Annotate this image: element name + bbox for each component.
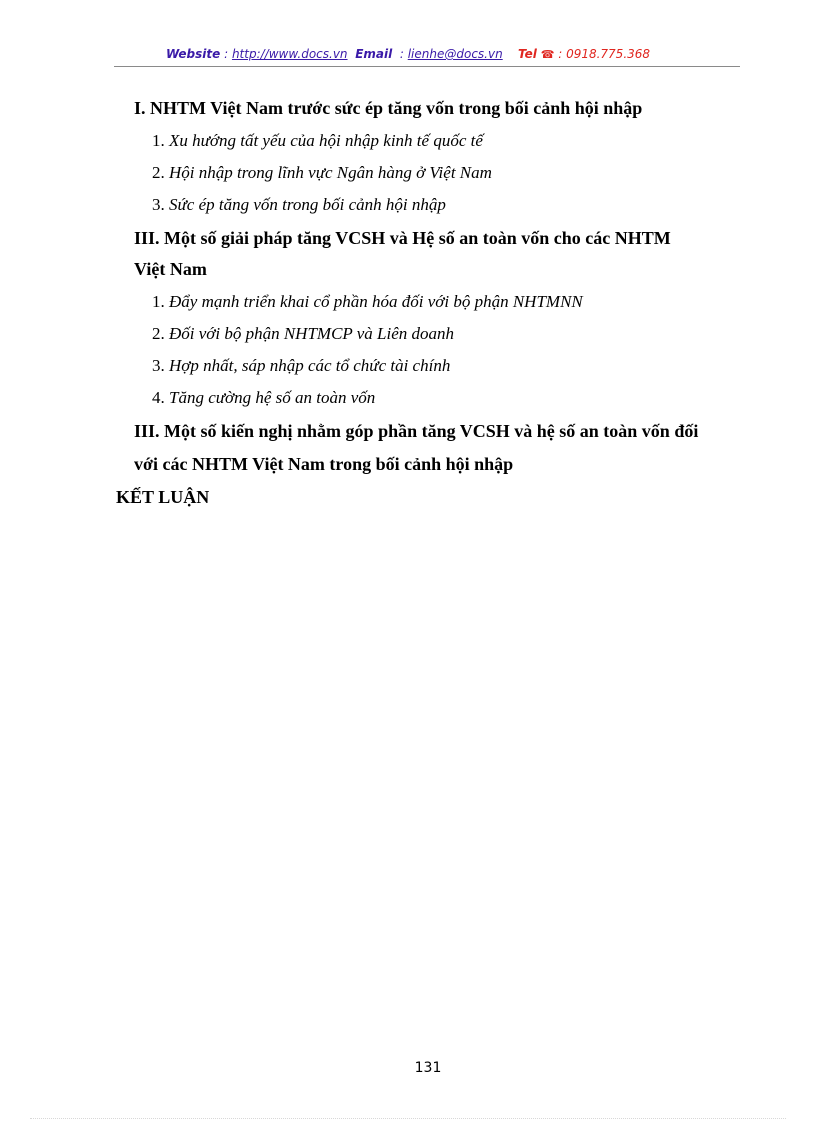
website-link[interactable]: http://www.docs.vn: [231, 47, 348, 61]
section-2-heading-line2: Việt Nam: [134, 259, 207, 279]
item-number: 3.: [152, 195, 165, 214]
page-header: [0, 47, 816, 61]
list-item: [152, 388, 375, 408]
section-3-heading-line1: III. Một số kiến nghị nhằm góp phần tăng VCSH và hệ số an toàn vốn đối: [134, 421, 699, 441]
item-number: 4.: [152, 388, 165, 407]
list-item: [152, 324, 454, 344]
header-divider: [114, 66, 740, 67]
phone-number: : 0918.775.368: [554, 47, 651, 61]
list-item: [152, 292, 583, 312]
website-label: Website: [165, 47, 221, 61]
email-label: Email: [355, 47, 393, 61]
phone-icon: ☎: [540, 48, 555, 61]
item-text: Xu hướng tất yếu của hội nhập kinh tế quốc tế: [169, 131, 483, 150]
item-text: Tăng cường hệ số an toàn vốn: [169, 388, 376, 407]
item-number: 1.: [152, 292, 165, 311]
list-item: [152, 195, 446, 215]
email-link[interactable]: lienhe@docs.vn: [407, 47, 503, 61]
list-item: [152, 356, 450, 376]
list-item: [152, 163, 492, 183]
section-3-heading-line2: với các NHTM Việt Nam trong bối cảnh hội nhập: [134, 454, 514, 474]
item-number: 2.: [152, 163, 165, 182]
email-separator: :: [396, 47, 408, 61]
page-number: 131: [414, 1060, 442, 1076]
item-number: 1.: [152, 131, 165, 150]
website-separator: :: [220, 47, 232, 61]
conclusion-heading: KẾT LUẬN: [116, 487, 210, 507]
item-text: Hội nhập trong lĩnh vực Ngân hàng ở Việt Nam: [169, 163, 492, 182]
section-1-heading: I. NHTM Việt Nam trước sức ép tăng vốn trong bối cảnh hội nhập: [134, 98, 643, 118]
item-text: Đối với bộ phận NHTMCP và Liên doanh: [169, 324, 455, 343]
item-text: Hợp nhất, sáp nhập các tổ chức tài chính: [169, 356, 451, 375]
section-2-heading-line1: III. Một số giải pháp tăng VCSH và Hệ số an toàn vốn cho các NHTM: [134, 228, 671, 248]
item-number: 3.: [152, 356, 165, 375]
list-item: [152, 131, 483, 151]
item-number: 2.: [152, 324, 165, 343]
page-bottom-border: [30, 1118, 786, 1119]
item-text: Sức ép tăng vốn trong bối cảnh hội nhập: [169, 195, 446, 214]
tel-label: Tel: [517, 47, 537, 61]
item-text: Đẩy mạnh triển khai cổ phần hóa đối với bộ phận NHTMNN: [169, 292, 583, 311]
